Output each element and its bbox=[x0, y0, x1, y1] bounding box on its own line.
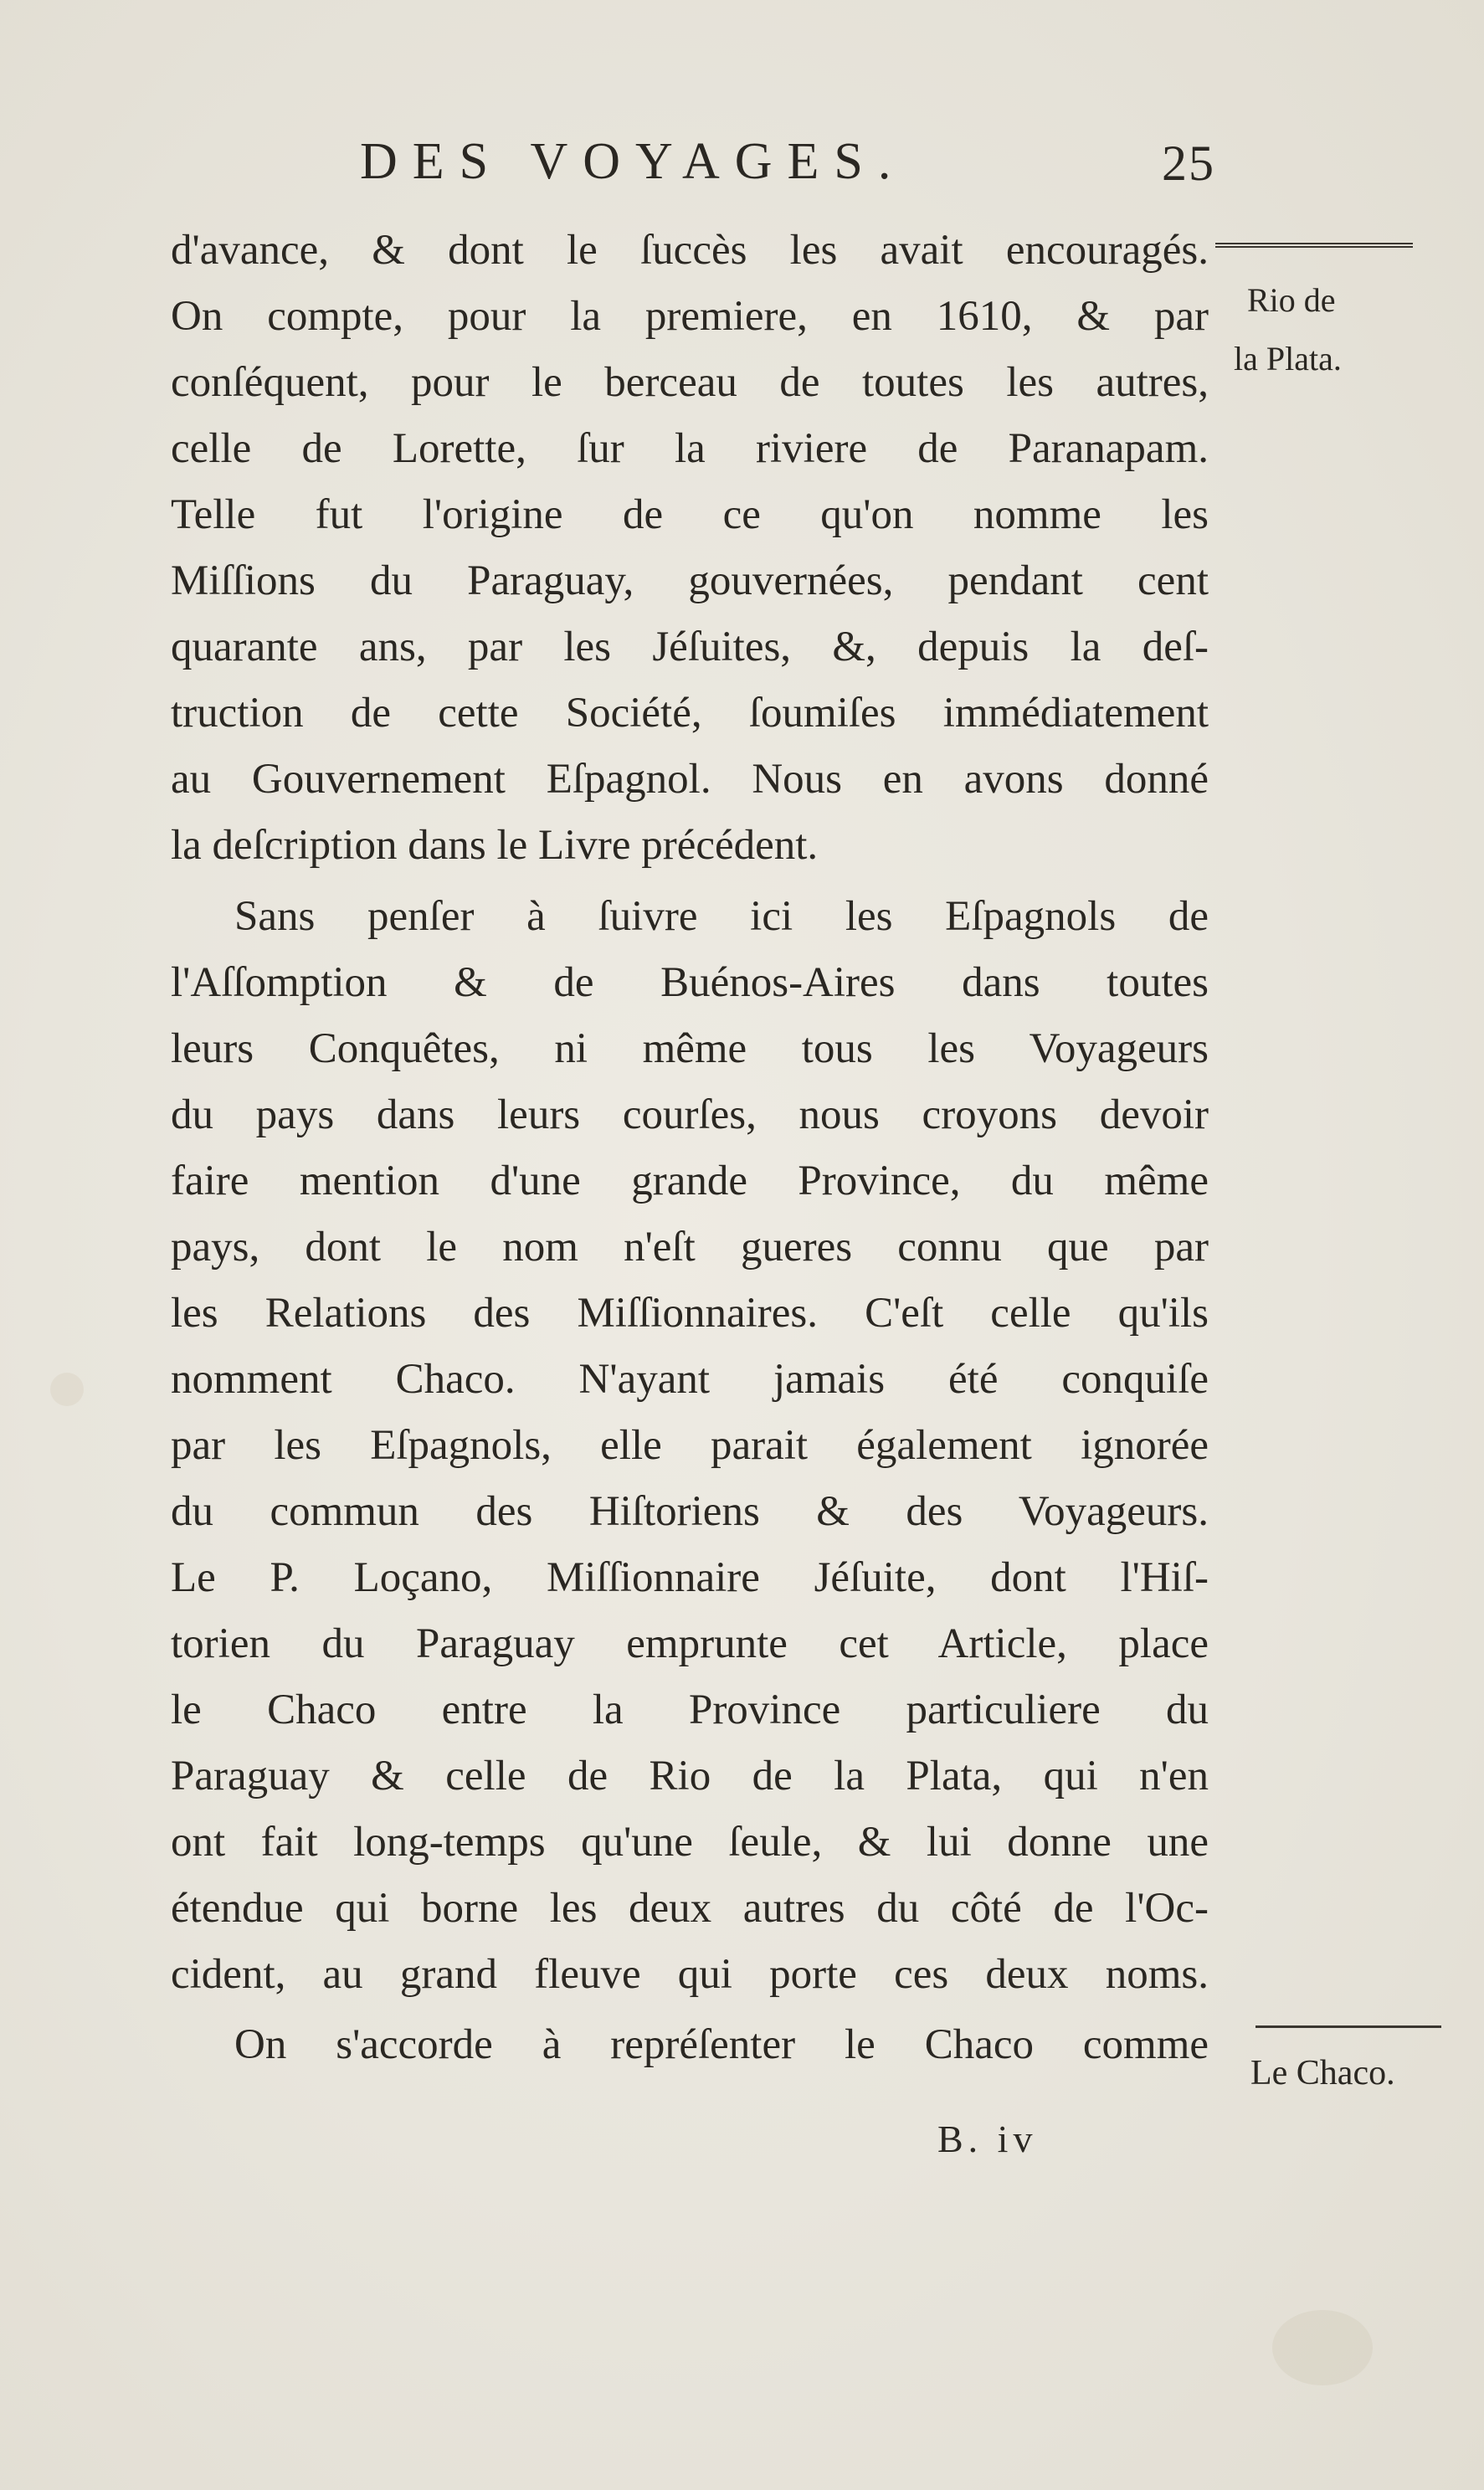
text-line: faire mention d'une grande Province, du même bbox=[171, 1158, 1209, 1204]
text-line: la deſcription dans le Livre précédent. bbox=[171, 822, 819, 869]
margin-note-le-chaco: Le Chaco. bbox=[1250, 2054, 1395, 2092]
text-line: leurs Conquêtes, ni même tous les Voyageurs bbox=[171, 1025, 1209, 1072]
signature-mark: B. iv bbox=[937, 2118, 1038, 2160]
text-line: celle de Lorette, ſur la riviere de Paranapam. bbox=[171, 425, 1209, 472]
paper-stain bbox=[1272, 2310, 1373, 2385]
text-line: ont fait long-temps qu'une ſeule, & lui donne une bbox=[171, 1819, 1209, 1866]
paper-stain bbox=[50, 1373, 84, 1406]
text-line: pays, dont le nom n'eſt gueres connu que par bbox=[171, 1224, 1209, 1271]
text-line: On compte, pour la premiere, en 1610, & par bbox=[171, 293, 1209, 340]
margin-note-rio-de-la-plata: la Plata. bbox=[1234, 340, 1342, 377]
text-line: nomment Chaco. N'ayant jamais été conquiſe bbox=[171, 1356, 1209, 1403]
text-line: étendue qui borne les deux autres du côté de l'Oc- bbox=[171, 1885, 1209, 1932]
text-line: conſéquent, pour le berceau de toutes les autres, bbox=[171, 359, 1209, 406]
text-line: Miſſions du Paraguay, gouvernées, pendant cent bbox=[171, 557, 1209, 604]
text-line: le Chaco entre la Province particuliere du bbox=[171, 1687, 1209, 1733]
text-line: l'Aſſomption & de Buénos-Aires dans toutes bbox=[171, 959, 1209, 1006]
text-line: du commun des Hiſtoriens & des Voyageurs. bbox=[171, 1488, 1209, 1535]
running-head: DES VOYAGES. bbox=[360, 133, 906, 190]
text-line: au Gouvernement Eſpagnol. Nous en avons donné bbox=[171, 756, 1209, 803]
page-number: 25 bbox=[1162, 136, 1215, 191]
margin-rule bbox=[1255, 2025, 1441, 2028]
text-line: cident, au grand fleuve qui porte ces deux noms. bbox=[171, 1951, 1209, 1998]
text-line: les Relations des Miſſionnaires. C'eſt celle qu'ils bbox=[171, 1290, 1209, 1337]
margin-rule bbox=[1215, 243, 1413, 249]
text-line: Sans penſer à ſuivre ici les Eſpagnols de bbox=[234, 893, 1209, 940]
text-line: Paraguay & celle de Rio de la Plata, qui n'en bbox=[171, 1753, 1209, 1799]
text-line: truction de cette Société, ſoumiſes immédiatement bbox=[171, 690, 1209, 737]
text-line: d'avance, & dont le ſuccès les avait encouragés. bbox=[171, 227, 1209, 274]
text-line: Telle fut l'origine de ce qu'on nomme les bbox=[171, 491, 1209, 538]
text-line: par les Eſpagnols, elle parait également ignorée bbox=[171, 1422, 1209, 1469]
text-line: On s'accorde à repréſenter le Chaco comme bbox=[234, 2021, 1209, 2068]
margin-note-rio-de-la-plata: Rio de bbox=[1247, 281, 1336, 319]
text-line: Le P. Loçano, Miſſionnaire Jéſuite, dont l'Hiſ- bbox=[171, 1554, 1209, 1601]
text-line: torien du Paraguay emprunte cet Article, place bbox=[171, 1620, 1209, 1667]
text-line: quarante ans, par les Jéſuites, &, depuis la deſ- bbox=[171, 624, 1209, 670]
text-line: du pays dans leurs courſes, nous croyons devoir bbox=[171, 1091, 1209, 1138]
